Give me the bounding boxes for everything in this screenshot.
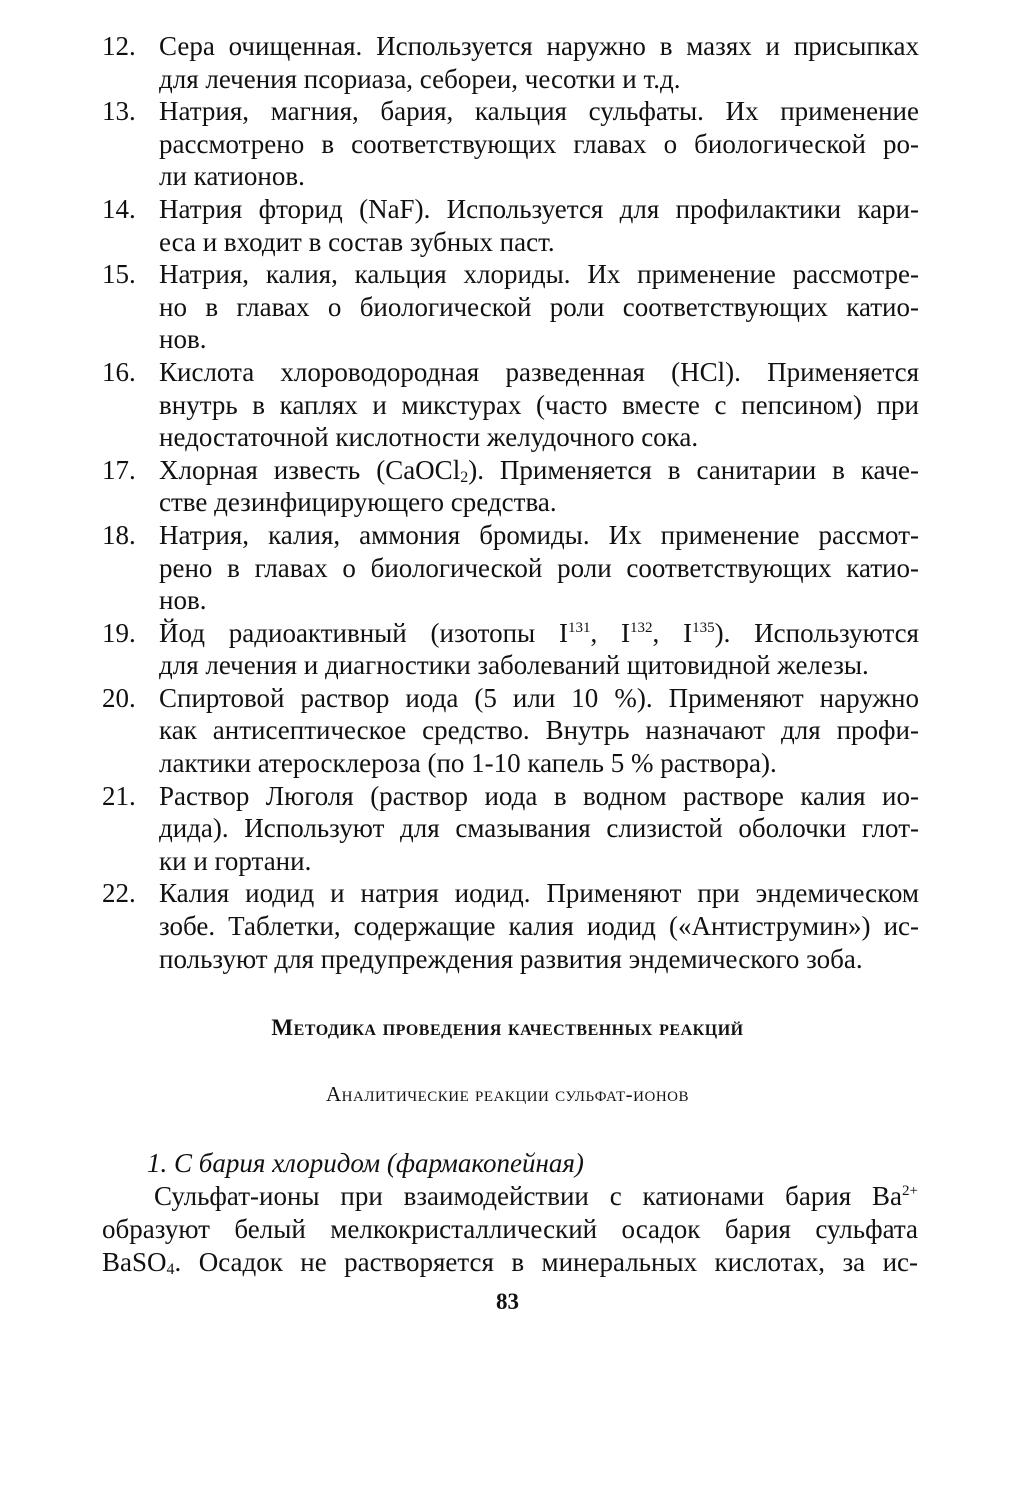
text-line xyxy=(159,454,919,487)
text-line: рассмотрено в соответствующих главах о биологической ро- xyxy=(159,128,919,159)
text-fragment: ). Применяется в санитарии в каче- xyxy=(468,454,920,485)
text-fragment: Хлорная известь (CaOCl xyxy=(159,454,461,485)
item-number: 22. xyxy=(102,878,136,909)
item-text xyxy=(159,780,919,878)
page-number: 83 xyxy=(496,1289,519,1314)
text-fragment: , I xyxy=(652,617,693,648)
text-line: Натрия, калия, кальция хлориды. Их применение рассмотре- xyxy=(159,259,919,290)
item-number: 17. xyxy=(102,454,136,485)
item-number: 14. xyxy=(102,193,136,224)
superscript: 131 xyxy=(567,619,591,636)
text-line: зобе. Таблетки, содержащие калия иодид («Антиструмин») ис- xyxy=(159,911,919,942)
text-line: недостаточной кислотности желудочного сока. xyxy=(159,422,699,453)
list-item xyxy=(0,258,1015,356)
list-item xyxy=(0,454,1015,519)
list-item xyxy=(0,682,1015,780)
list-item xyxy=(0,95,1015,193)
item-text xyxy=(159,30,919,95)
text-line: дида). Используют для смазывания слизистой оболочки глот- xyxy=(159,813,919,844)
text-line: Натрия фторид (NaF). Используется для профилактики кари- xyxy=(159,193,919,224)
text-line: Натрия, калия, аммония бромиды. Их применение рассмот- xyxy=(159,519,919,550)
text-line: еса и входит в состав зубных паст. xyxy=(159,226,555,257)
text-line: для лечения и диагностики заболеваний щитовидной железы. xyxy=(159,650,869,681)
item-text xyxy=(159,617,919,682)
item-text xyxy=(159,95,919,193)
text-line: стве дезинфицирующего средства. xyxy=(159,487,557,518)
item-number: 21. xyxy=(102,780,136,811)
list-item xyxy=(0,30,1015,95)
list-item xyxy=(0,356,1015,454)
numbered-list xyxy=(0,30,1015,975)
text-line: Натрия, магния, бария, кальция сульфаты. Их применение xyxy=(159,96,919,127)
item-text xyxy=(159,258,919,356)
list-item xyxy=(0,780,1015,878)
text-fragment: ). Используются xyxy=(714,617,919,648)
superscript: 132 xyxy=(630,619,653,636)
item-text xyxy=(159,193,919,258)
list-item xyxy=(0,519,1015,617)
text-line: Кислота хлороводородная разведенная (HCl). Применяется xyxy=(159,356,919,387)
subscript: 4 xyxy=(166,1261,175,1278)
item-number: 18. xyxy=(102,519,136,550)
text-line: ки и гортани. xyxy=(159,845,312,876)
item-number: 20. xyxy=(102,682,136,713)
subsection-heading: Аналитические реакции сульфат-ионов xyxy=(325,1082,690,1106)
text-line xyxy=(102,1180,918,1213)
text-line: Калия иодид и натрия иодид. Применяют при эндемическом xyxy=(159,878,919,909)
text-line: пользуют для предупреждения развития эндемического зоба. xyxy=(159,943,863,974)
text-line: лактики атеросклероза (по 1-10 капель 5 % раствора). xyxy=(159,748,777,779)
item-number: 19. xyxy=(102,617,136,648)
text-fragment: BaSO xyxy=(102,1247,167,1277)
text-line: Спиртовой раствор иода (5 или 10 %). Применяют наружно xyxy=(159,682,919,713)
subscript: 2 xyxy=(460,468,469,486)
superscript: 2+ xyxy=(902,1183,918,1199)
text-line: образуют белый мелкокристаллический осадок бария сульфата xyxy=(102,1214,918,1244)
item-number: 16. xyxy=(102,356,136,387)
item-text xyxy=(159,356,919,454)
item-text xyxy=(159,877,919,975)
text-line: но в главах о биологической роли соответствующих катио- xyxy=(159,291,919,322)
text-line: Сера очищенная. Используется наружно в мазях и присыпках xyxy=(159,31,919,61)
item-text xyxy=(159,682,919,780)
text-fragment: . Осадок не растворяется в минеральных кислотах, за ис- xyxy=(174,1247,918,1277)
text-line xyxy=(102,1246,918,1279)
text-fragment: , I xyxy=(590,617,631,648)
subsection-title: 1. С бария хлоридом (фармакопейная) xyxy=(147,1148,584,1178)
section-heading: Методика проведения качественных реакций xyxy=(271,1015,744,1040)
superscript: 135 xyxy=(692,619,715,636)
text-line: Раствор Люголя (раствор иода в водном растворе калия ио- xyxy=(159,780,919,811)
text-fragment: Йод радиоактивный (изотопы I xyxy=(159,617,568,648)
text-line: ли катионов. xyxy=(159,161,305,192)
text-line: рено в главах о биологической роли соответствующих катио- xyxy=(159,552,919,583)
item-text xyxy=(159,519,919,617)
text-line: нов. xyxy=(159,585,207,616)
text-line xyxy=(159,617,919,650)
list-item xyxy=(0,877,1015,975)
item-number: 13. xyxy=(102,96,136,127)
text-line: для лечения псориаза, себореи, чесотки и т.д. xyxy=(159,63,681,94)
item-number: 15. xyxy=(102,259,136,290)
text-line: внутрь в каплях и микстурах (часто вместе с пепсином) при xyxy=(159,389,919,420)
item-number: 12. xyxy=(102,31,136,61)
list-item xyxy=(0,617,1015,682)
text-fragment: Сульфат-ионы при взаимодействии с катионами бария Ba xyxy=(154,1181,903,1211)
paragraph xyxy=(102,1180,918,1279)
text-line: нов. xyxy=(159,324,207,355)
list-item xyxy=(0,193,1015,258)
item-text xyxy=(159,454,919,519)
text-line: как антисептическое средство. Внутрь назначают для профи- xyxy=(159,715,919,746)
